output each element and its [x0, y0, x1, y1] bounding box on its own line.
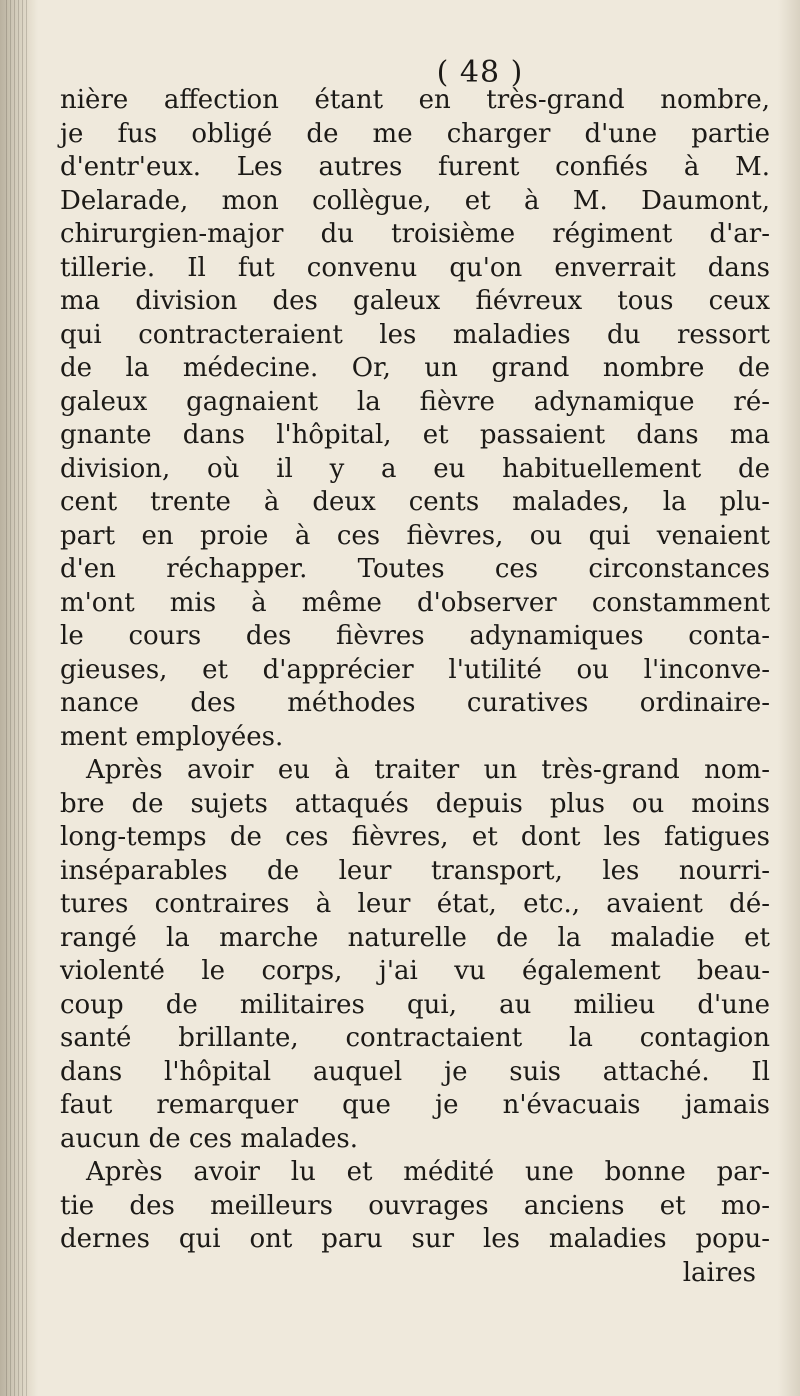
- catchword: laires: [682, 1257, 756, 1288]
- page-number: ( 48 ): [436, 55, 524, 90]
- text-line: d'en réchapper. Toutes ces circonstances: [60, 554, 770, 584]
- text-line: part en proie à ces fièvres, ou qui venaient: [60, 520, 770, 551]
- text-line: ment employées.: [60, 721, 284, 752]
- text-line: aucun de ces malades.: [60, 1123, 359, 1154]
- text-line: division, où il y a eu habituellement de: [60, 453, 770, 484]
- binding-texture: [6, 0, 28, 1396]
- text-line: faut remarquer que je n'évacuais jamais: [60, 1090, 770, 1120]
- text-line: tures contraires à leur état, etc., avaient dé-: [60, 889, 770, 919]
- text-line: tillerie. Il fut convenu qu'on enverrait dans: [60, 252, 770, 283]
- text-line: galeux gagnaient la fièvre adynamique ré-: [60, 386, 770, 417]
- text-line: ma division des galeux fiévreux tous ceux: [60, 286, 770, 316]
- text-line: dans l'hôpital auquel je suis attaché. Il: [60, 1056, 770, 1087]
- text-line: gnante dans l'hôpital, et passaient dans ma: [60, 420, 770, 450]
- text-line: coup de militaires qui, au milieu d'une: [60, 989, 770, 1020]
- text-line: je fus obligé de me charger d'une partie: [60, 118, 770, 149]
- text-line: qui contracteraient les maladies du ressort: [60, 319, 770, 350]
- text-line: chirurgien-major du troisième régiment d'ar-: [60, 219, 770, 249]
- text-line: cent trente à deux cents malades, la plu-: [60, 487, 770, 517]
- text-line: m'ont mis à même d'observer constamment: [60, 587, 770, 618]
- text-line: rangé la marche naturelle de la maladie et: [60, 922, 770, 953]
- text-line: bre de sujets attaqués depuis plus ou moins: [60, 788, 770, 819]
- text-line: nière affection étant en très-grand nombre,: [60, 85, 770, 115]
- text-line: dernes qui ont paru sur les maladies popu-: [60, 1224, 770, 1254]
- page-edge: [778, 0, 800, 1396]
- text-line: Delarade, mon collègue, et à M. Daumont,: [60, 185, 770, 216]
- text-line: le cours des fièvres adynamiques conta-: [60, 621, 770, 651]
- text-line: tie des meilleurs ouvrages anciens et mo-: [60, 1190, 770, 1221]
- text-line: gieuses, et d'apprécier l'utilité ou l'inconve-: [60, 654, 770, 685]
- text-line: inséparables de leur transport, les nourri-: [60, 855, 770, 886]
- text-line: long-temps de ces fièvres, et dont les fatigues: [60, 822, 770, 852]
- text-line: d'entr'eux. Les autres furent confiés à M.: [60, 152, 770, 182]
- text-line: Après avoir eu à traiter un très-grand nom-: [86, 755, 770, 785]
- text-line: nance des méthodes curatives ordinaire-: [60, 688, 770, 718]
- text-line: violenté le corps, j'ai vu également beau-: [60, 956, 770, 986]
- text-line: Après avoir lu et médité une bonne par-: [86, 1157, 770, 1187]
- body-text: [60, 84, 770, 1290]
- text-line: santé brillante, contractaient la contagion: [60, 1023, 770, 1053]
- text-line: de la médecine. Or, un grand nombre de: [60, 353, 770, 383]
